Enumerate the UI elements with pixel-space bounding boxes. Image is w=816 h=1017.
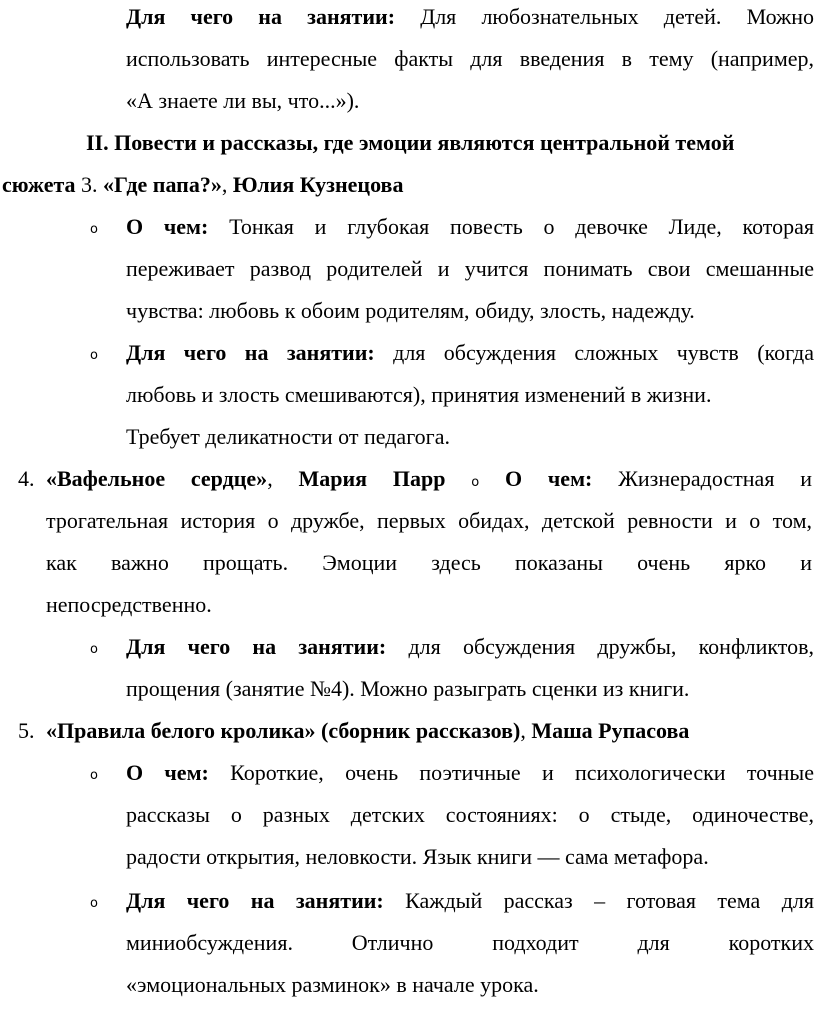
book-3-about-label: О чем: <box>126 214 209 239</box>
book-4-purpose-label: Для чего на занятии: <box>126 634 387 659</box>
book-4-purpose-text-2: прощения (занятие №4). Можно разыграть сценки из книги. <box>126 676 690 701</box>
book-4-purpose-line-1 <box>126 634 814 660</box>
book-4-purpose-text-1: для обсуждения дружбы, конфликтов, <box>408 634 815 659</box>
book-5-number: 5. <box>18 718 35 743</box>
bullet-icon: o <box>90 222 98 237</box>
book-4-about-line-3 <box>46 550 812 576</box>
book-5-about-text-2: рассказы о разных детских состояниях: о стыде, одиночестве, <box>126 802 814 827</box>
book-3-purpose-text-3: Требует деликатности от педагога. <box>126 424 450 449</box>
section-heading-ii <box>86 130 734 156</box>
book-4-about-text-4: непосредственно. <box>46 592 212 617</box>
book-3-about-line-1 <box>126 214 814 240</box>
book-4-author: Мария Парр <box>298 466 446 491</box>
book-5-about-line-3 <box>126 844 709 870</box>
book-3-separator: , <box>221 172 233 197</box>
book-4-about-text-2: трогательная история о дружбе, первых обидах, детской ревности и о том, <box>46 508 812 533</box>
book-5-about-text-3: радости открытия, неловкости. Язык книги — сама метафора. <box>126 844 709 869</box>
book-3-number: 3. <box>75 172 104 197</box>
prev-book-purpose-line-2 <box>126 46 814 72</box>
book-4-separator: , <box>267 466 273 491</box>
book-5-purpose-line-1 <box>126 888 814 914</box>
bullet-icon: o <box>90 896 98 911</box>
book-3-about-text-3: чувства: любовь к обоим родителям, обиду, злость, надежду. <box>126 298 695 323</box>
prev-book-purpose-text-2: использовать интересные факты для введения в тему (например, <box>126 46 814 71</box>
book-4-about-line-4 <box>46 592 212 618</box>
book-3-purpose-text-2: любовь и злость смешиваются), принятия изменений в жизни. <box>126 382 712 407</box>
book-3-purpose-line-2 <box>126 382 711 408</box>
bullet-icon: o <box>471 475 480 490</box>
book-4-about-label: О чем: <box>505 466 593 491</box>
book-3-purpose-line-3 <box>126 424 450 450</box>
book-5-purpose-text-3: «эмоциональных разминок» в начале урока. <box>126 972 539 997</box>
book-5-purpose-text-1: Каждый рассказ – готовая тема для <box>405 888 814 913</box>
section-heading-ii-end: сюжета <box>2 172 76 197</box>
prev-book-purpose-line-1 <box>126 4 814 30</box>
book-5-heading-line <box>46 718 689 744</box>
prev-book-purpose-label: Для чего на занятии: <box>126 4 396 29</box>
book-5-purpose-text-2: миниобсуждения. Отлично подходит для коротких <box>126 930 814 955</box>
book-4-title: «Вафельное сердце» <box>46 466 268 491</box>
prev-book-purpose-text-1: Для любознательных детей. Можно <box>420 4 815 29</box>
book-5-author: Маша Рупасова <box>531 718 690 743</box>
book-3-title: «Где папа?» <box>103 172 222 197</box>
book-3-heading <box>2 172 403 198</box>
book-3-purpose-text-1: для обсуждения сложных чувств (когда <box>393 340 814 365</box>
prev-book-purpose-text-3: «А знаете ли вы, что...»). <box>126 88 360 113</box>
book-3-about-text-2: переживает развод родителей и учится понимать свои смешанные <box>126 256 814 281</box>
book-5-purpose-line-2 <box>126 930 814 956</box>
book-4-about-text-3: как важно прощать. Эмоции здесь показаны очень ярко и <box>46 550 812 575</box>
book-3-about-line-2 <box>126 256 814 282</box>
book-4-purpose-line-2 <box>126 676 689 702</box>
bullet-icon: o <box>90 642 98 657</box>
book-4-about-line-2 <box>46 508 812 534</box>
book-5-about-line-2 <box>126 802 814 828</box>
bullet-icon: o <box>90 348 98 363</box>
bullet-icon: o <box>90 768 98 783</box>
book-5-about-text-1: Короткие, очень поэтичные и психологически точные <box>230 760 814 785</box>
book-3-purpose-line-1 <box>126 340 814 366</box>
book-5-about-line-1 <box>126 760 814 786</box>
section-heading-ii-text: II. Повести и рассказы, где эмоции являются центральной темой <box>86 130 735 155</box>
book-5-title: «Правила белого кролика» (сборник рассказов) <box>46 718 521 743</box>
book-4-number: 4. <box>18 466 35 491</box>
book-4-heading-line <box>46 466 812 496</box>
prev-book-purpose-line-3 <box>126 88 359 114</box>
book-5-purpose-line-3 <box>126 972 539 998</box>
book-3-author: Юлия Кузнецова <box>232 172 404 197</box>
book-3-purpose-label: Для чего на занятии: <box>126 340 375 365</box>
book-3-about-text-1: Тонкая и глубокая повесть о девочке Лиде, которая <box>229 214 815 239</box>
book-4-about-text-1: Жизнерадостная и <box>618 466 813 491</box>
book-3-about-line-3 <box>126 298 695 324</box>
book-5-purpose-label: Для чего на занятии: <box>126 888 384 913</box>
book-5-separator: , <box>520 718 526 743</box>
book-5-about-label: О чем: <box>126 760 209 785</box>
